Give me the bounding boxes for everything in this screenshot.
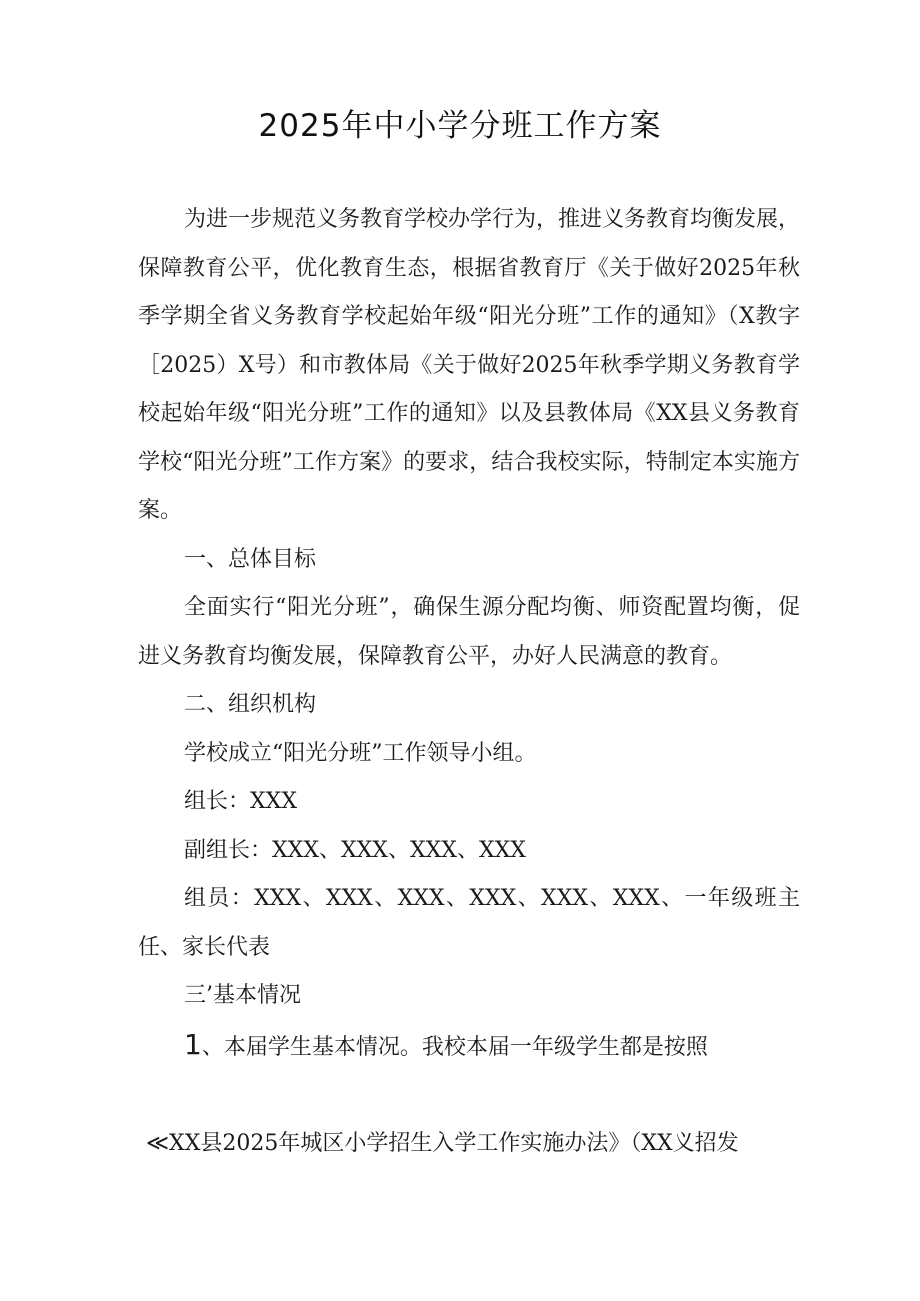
section-1-heading: 一、总体目标 xyxy=(184,546,317,572)
intro-paragraph: 为进一步规范义务教育学校办学行为，推进义务教育均衡发展，保障教育公平，优化教育生态，根据省教育厅《关于做好2025年秋季学期全省义务教育学校起始年级“阳光分班”工作的通知》（X教字［2025）X号）和市教体局《关于做好2025年秋季学期义务教育学校起始年级“阳光分班”工作的通知》以及县教体局《XX县义务教育学校“阳光分班”工作方案》的要求，结合我校实际，特制定本实施方案。 xyxy=(138,207,801,523)
members-line: 组员：XXX、XXX、XXX、XXX、XXX、XXX、一年级班主任、家长代表 xyxy=(138,886,800,960)
section-2-paragraph: 学校成立“阳光分班”工作领导小组。 xyxy=(184,740,537,766)
item-1-text: 、本届学生基本情况。我校本届一年级学生都是按照 xyxy=(201,1034,708,1060)
item-1-paragraph xyxy=(138,1021,800,1073)
section-1-paragraph: 全面实行“阳光分班”，确保生源分配均衡、师资配置均衡，促进义务教育均衡发展，保障教育公平，办好人民满意的教育。 xyxy=(138,595,800,669)
section-2-heading: 二、组织机构 xyxy=(184,692,317,717)
continuation-line: ≪XX县2025年城区小学招生入学工作实施办法》（XX义招发 xyxy=(146,1131,739,1156)
document-body xyxy=(138,196,800,1169)
page-gap xyxy=(138,1072,800,1120)
section-3-heading: 三’基本情况 xyxy=(184,983,301,1008)
item-1-number: 1 xyxy=(184,1027,202,1061)
leader-line: 组长：XXX xyxy=(184,789,297,814)
document-title: 2025年中小学分班工作方案 xyxy=(258,108,662,144)
vice-leader-line: 副组长：XXX、XXX、XXX、XXX xyxy=(184,837,526,863)
